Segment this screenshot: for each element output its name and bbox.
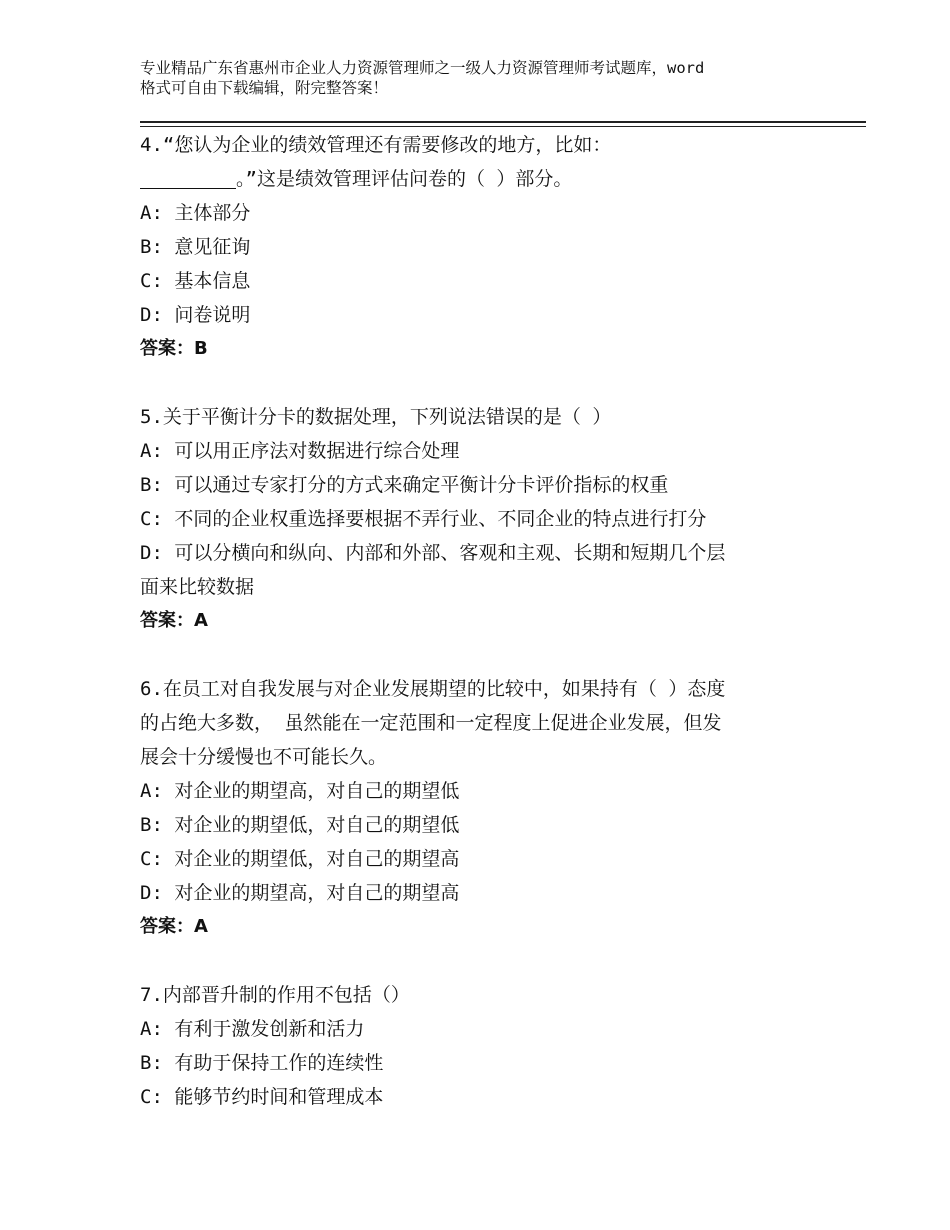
option-d-continued: 面来比较数据 (140, 576, 255, 598)
question-4 (140, 128, 820, 366)
question-stem: 4.“您认为企业的绩效管理还有需要修改的地方，比如： (140, 134, 612, 156)
option-b: B: 有助于保持工作的连续性 (140, 1052, 384, 1074)
option-b: B: 对企业的期望低，对自己的期望低 (140, 814, 460, 836)
header-line-1: 专业精品广东省惠州市企业人力资源管理师之一级人力资源管理师考试题库，word (140, 59, 705, 77)
option-d: D: 对企业的期望高，对自己的期望高 (140, 882, 460, 904)
option-a: A: 对企业的期望高，对自己的期望低 (140, 780, 460, 802)
option-d: D: 可以分横向和纵向、内部和外部、客观和主观、长期和短期几个层 (140, 542, 726, 564)
option-c: C: 不同的企业权重选择要根据不弄行业、不同企业的特点进行打分 (140, 508, 707, 530)
question-stem: 5.关于平衡计分卡的数据处理，下列说法错误的是（ ） (140, 406, 612, 428)
question-stem (140, 162, 820, 196)
answer: 答案：A (140, 916, 208, 937)
question-7 (140, 978, 820, 1114)
option-a: A: 主体部分 (140, 202, 251, 224)
question-list (140, 128, 820, 1114)
question-stem-text: 。”这是绩效管理评估问卷的（ ）部分。 (236, 168, 573, 190)
option-c: C: 对企业的期望低，对自己的期望高 (140, 848, 460, 870)
option-c: C: 能够节约时间和管理成本 (140, 1086, 384, 1108)
header-rule-thin (140, 126, 866, 127)
header-line-2: 格式可自由下载编辑，附完整答案！ (140, 79, 389, 97)
question-stem: 的占绝大多数， 虽然能在一定范围和一定程度上促进企业发展，但发 (140, 712, 722, 734)
header-rule-thick (140, 121, 866, 123)
document-header (140, 58, 830, 98)
question-6 (140, 672, 820, 944)
option-a: A: 有利于激发创新和活力 (140, 1018, 365, 1040)
option-b: B: 意见征询 (140, 236, 251, 258)
answer: 答案：A (140, 610, 208, 631)
question-stem: 7.内部晋升制的作用不包括（） (140, 984, 410, 1006)
option-c: C: 基本信息 (140, 270, 251, 292)
option-a: A: 可以用正序法对数据进行综合处理 (140, 440, 460, 462)
question-stem: 展会十分缓慢也不可能长久。 (140, 746, 388, 768)
fill-in-blank (140, 166, 236, 189)
option-b: B: 可以通过专家打分的方式来确定平衡计分卡评价指标的权重 (140, 474, 669, 496)
option-d: D: 问卷说明 (140, 304, 251, 326)
question-stem: 6.在员工对自我发展与对企业发展期望的比较中，如果持有（ ）态度 (140, 678, 726, 700)
question-5 (140, 400, 820, 638)
answer: 答案：B (140, 338, 208, 359)
